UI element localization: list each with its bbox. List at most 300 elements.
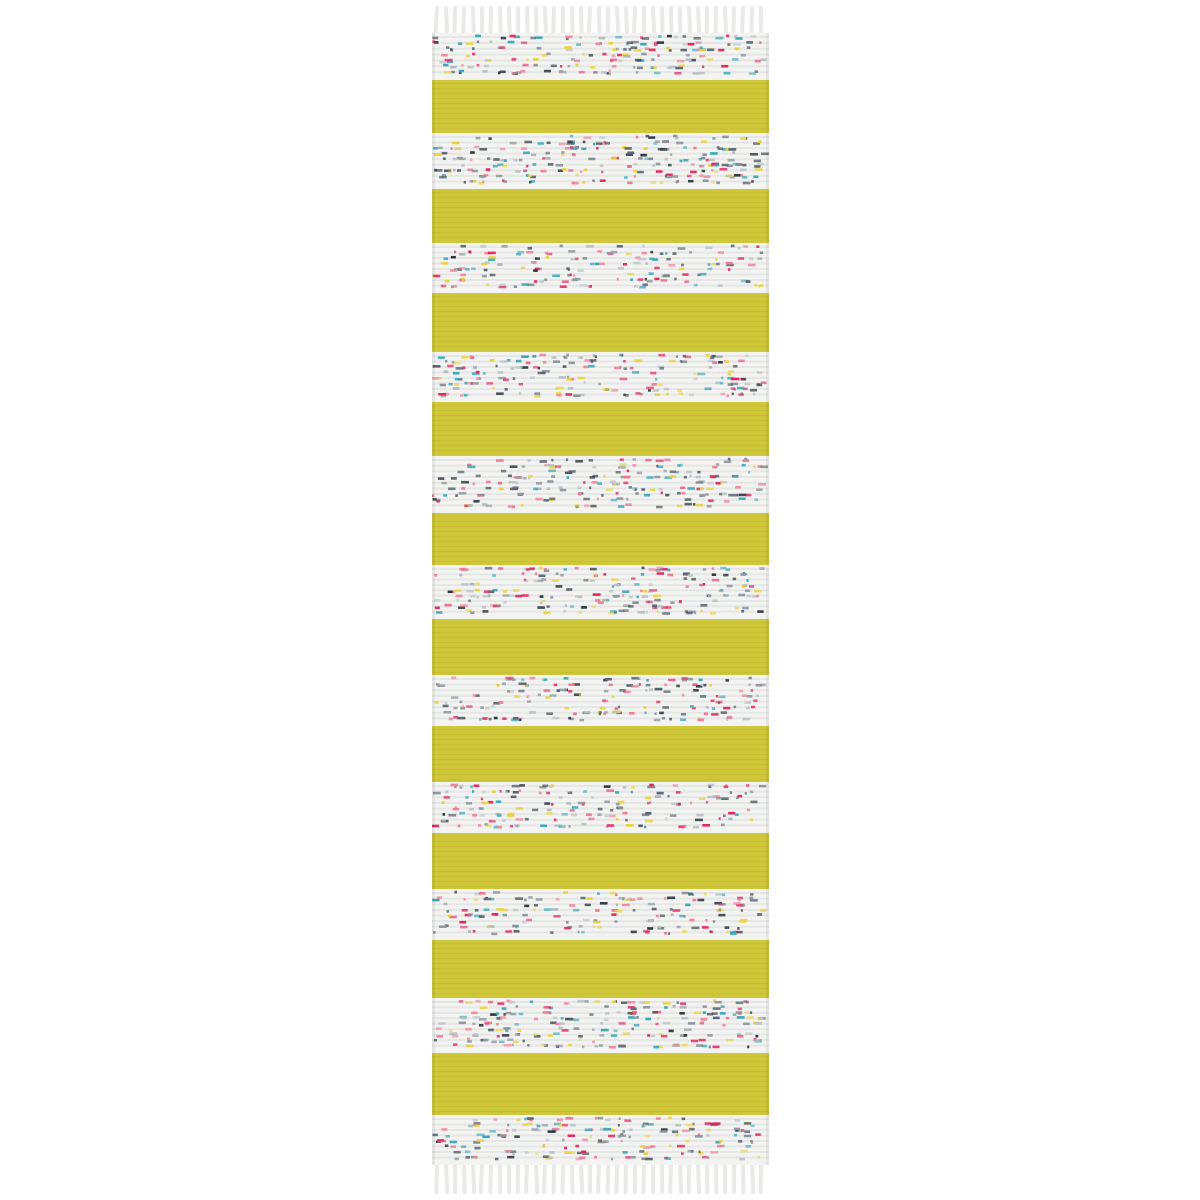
fringe-tassel: [545, 8, 546, 34]
weave-fleck: [641, 53, 646, 56]
weave-fleck: [560, 489, 567, 492]
weave-fleck: [638, 611, 646, 614]
weave-fleck: [718, 702, 720, 705]
weave-fleck: [504, 1044, 512, 1047]
weave-fleck: [453, 387, 460, 390]
weave-fleck: [754, 466, 756, 469]
fringe-tassel: [553, 8, 554, 34]
weave-fleck: [475, 589, 480, 592]
weave-fleck: [519, 159, 523, 162]
weave-fleck: [733, 902, 740, 905]
weave-fleck: [554, 915, 561, 918]
yellow-weave-line: [432, 851, 769, 852]
weave-fleck: [504, 159, 507, 162]
weave-fleck: [519, 682, 527, 685]
weave-fleck: [454, 590, 461, 593]
weave-fleck: [507, 359, 511, 362]
weave-fleck: [574, 60, 580, 63]
weave-fleck: [670, 471, 676, 474]
weave-fleck: [694, 378, 698, 381]
weave-fleck: [570, 135, 573, 138]
weave-fleck: [670, 601, 674, 604]
weave-fleck: [442, 152, 448, 155]
weave-fleck: [528, 459, 531, 462]
weave-fleck: [557, 1119, 563, 1122]
weave-fleck: [560, 689, 568, 692]
weave-fleck: [725, 175, 732, 178]
weave-fleck: [436, 1027, 442, 1030]
weave-fleck: [690, 919, 695, 922]
yellow-weave-line: [432, 420, 769, 421]
weave-fleck: [738, 1140, 742, 1143]
weave-fleck: [637, 472, 642, 475]
fringe-tassel: [536, 1164, 537, 1192]
weave-fleck: [451, 71, 455, 74]
weave-fleck: [637, 67, 643, 70]
weave-fleck: [712, 707, 715, 710]
weave-fleck: [738, 1008, 742, 1011]
weave-fleck: [711, 169, 713, 172]
weave-fleck: [728, 148, 736, 151]
weave-fleck: [662, 612, 670, 615]
weave-fleck: [484, 908, 490, 911]
weave-fleck: [682, 273, 688, 276]
weave-fleck: [649, 589, 657, 592]
weave-fleck: [737, 898, 740, 901]
weave-fleck: [657, 1017, 660, 1020]
yellow-weave-line: [432, 779, 769, 780]
weave-fleck: [707, 1134, 710, 1137]
weave-fleck: [562, 280, 569, 283]
weave-fleck: [656, 915, 659, 918]
weave-fleck: [501, 245, 507, 248]
weave-fleck: [558, 1027, 563, 1030]
yellow-weave-line: [432, 336, 769, 337]
weave-fleck: [633, 359, 640, 362]
weave-fleck: [623, 1151, 628, 1154]
yellow-weave-line: [432, 1106, 769, 1107]
weave-fleck: [568, 1044, 572, 1047]
weave-fleck: [739, 920, 747, 923]
weave-fleck: [582, 181, 585, 184]
weave-fleck: [444, 903, 448, 906]
weave-fleck: [611, 1158, 613, 1161]
striped-runner-rug: [432, 33, 769, 1165]
weave-fleck: [739, 690, 743, 693]
weave-fleck: [711, 263, 715, 266]
weave-fleck: [465, 796, 468, 799]
weave-fleck: [512, 58, 517, 61]
weave-fleck: [444, 796, 450, 799]
yellow-weave-line: [432, 662, 769, 663]
weave-fleck: [536, 898, 543, 901]
weave-fleck: [692, 927, 700, 930]
weave-fleck: [746, 280, 751, 283]
weave-fleck: [706, 488, 713, 491]
weave-fleck: [466, 1045, 473, 1048]
weave-fleck: [664, 690, 671, 693]
weave-fleck: [441, 482, 446, 485]
weave-fleck: [723, 594, 726, 597]
weave-fleck: [686, 54, 690, 57]
weave-fleck: [586, 245, 594, 248]
weave-fleck: [485, 897, 488, 900]
weave-fleck: [510, 1013, 516, 1016]
weave-fleck: [464, 181, 466, 184]
weave-fleck: [719, 1140, 724, 1143]
weave-fleck: [612, 483, 620, 486]
weave-fleck: [575, 595, 583, 598]
weave-fleck: [439, 176, 447, 179]
weave-fleck: [702, 170, 706, 173]
weave-fleck: [724, 500, 730, 503]
weave-fleck: [632, 464, 636, 467]
weave-fleck: [532, 355, 536, 358]
weave-fleck: [658, 605, 663, 608]
weave-fleck: [609, 1046, 616, 1049]
weave-fleck: [656, 170, 663, 173]
weave-fleck: [567, 274, 570, 277]
weave-fleck: [551, 803, 554, 806]
weave-fleck: [592, 606, 596, 609]
weave-fleck: [731, 378, 739, 381]
weave-fleck: [611, 1129, 615, 1132]
weave-fleck: [644, 147, 648, 150]
weave-fleck: [498, 482, 502, 485]
weave-fleck: [600, 707, 605, 710]
weave-fleck: [621, 1002, 627, 1005]
weave-fleck: [473, 1156, 478, 1159]
weave-fleck: [649, 49, 656, 52]
weave-streak: [432, 169, 769, 171]
weave-fleck: [601, 494, 603, 497]
yellow-weave-line: [432, 993, 769, 994]
weave-fleck: [542, 785, 548, 788]
weave-fleck: [704, 712, 708, 715]
weave-fleck: [480, 1006, 488, 1009]
weave-fleck: [592, 179, 595, 182]
weave-fleck: [513, 717, 519, 720]
weave-fleck: [609, 815, 615, 818]
weave-fleck: [513, 791, 519, 794]
weave-fleck: [699, 797, 706, 800]
weave-fleck: [537, 1125, 541, 1128]
weave-fleck: [603, 1128, 611, 1131]
weave-fleck: [723, 707, 730, 710]
weave-fleck: [505, 1030, 508, 1033]
weave-fleck: [468, 1125, 473, 1128]
weave-fleck: [686, 1124, 694, 1127]
weave-fleck: [760, 252, 763, 255]
weave-fleck: [457, 169, 461, 172]
weave-fleck: [564, 677, 569, 680]
weave-fleck: [459, 1022, 466, 1025]
weave-fleck: [567, 476, 570, 479]
weave-fleck: [608, 1135, 615, 1138]
weave-fleck: [695, 1135, 703, 1138]
yellow-weave-line: [432, 764, 769, 765]
yellow-weave-line: [432, 425, 769, 426]
weave-fleck: [531, 154, 536, 157]
weave-streak: [432, 1151, 769, 1153]
weave-fleck: [507, 1124, 509, 1127]
yellow-weave-line: [432, 1071, 769, 1072]
yellow-stripe: [432, 833, 769, 889]
fringe-tassel: [589, 8, 590, 34]
weave-fleck: [617, 245, 623, 248]
weave-fleck: [699, 584, 703, 587]
weave-fleck: [670, 908, 673, 911]
weave-fleck: [469, 808, 474, 811]
weave-fleck: [715, 1001, 722, 1004]
weave-fleck: [578, 802, 586, 805]
weave-fleck: [437, 1139, 444, 1142]
weave-fleck: [741, 610, 744, 613]
weave-fleck: [649, 272, 654, 275]
weave-fleck: [479, 915, 485, 918]
weave-fleck: [590, 568, 597, 571]
weave-fleck: [746, 494, 751, 497]
weave-fleck: [564, 927, 571, 930]
weave-fleck: [567, 376, 569, 379]
weave-fleck: [735, 813, 739, 816]
weave-fleck: [533, 366, 538, 369]
fringe-tassel: [698, 1164, 699, 1192]
weave-fleck: [759, 785, 766, 788]
weave-fleck: [623, 394, 625, 397]
weave-fleck: [581, 931, 584, 934]
weave-fleck: [569, 825, 571, 828]
weave-fleck: [521, 42, 527, 45]
yellow-weave-line: [432, 973, 769, 974]
weave-fleck: [646, 684, 651, 687]
weave-fleck: [633, 66, 635, 69]
weave-fleck: [742, 585, 746, 588]
weave-fleck: [456, 599, 459, 602]
weave-fleck: [692, 72, 698, 75]
weave-fleck: [755, 168, 763, 171]
weave-fleck: [565, 36, 572, 39]
weave-fleck: [476, 475, 481, 478]
weave-fleck: [666, 258, 670, 261]
weave-fleck: [698, 814, 704, 817]
weave-fleck: [703, 1011, 706, 1014]
yellow-weave-line: [432, 632, 769, 633]
weave-streak: [432, 499, 769, 501]
weave-fleck: [436, 611, 442, 614]
weave-fleck: [760, 284, 764, 287]
yellow-weave-line: [432, 123, 769, 124]
weave-streak: [432, 1157, 769, 1159]
weave-fleck: [559, 1022, 565, 1025]
weave-fleck: [512, 1129, 516, 1132]
weave-fleck: [598, 601, 604, 604]
weave-fleck: [515, 595, 522, 598]
weave-fleck: [438, 477, 444, 480]
weave-fleck: [533, 488, 538, 491]
weave-fleck: [605, 1119, 611, 1122]
weave-fleck: [614, 1030, 618, 1033]
weave-fleck: [744, 458, 747, 461]
weave-fleck: [593, 475, 598, 478]
weave-fleck: [637, 596, 639, 599]
weave-fleck: [568, 141, 573, 144]
weave-fleck: [573, 1152, 576, 1155]
fringe-tassel: [689, 8, 690, 34]
yellow-weave-line: [432, 871, 769, 872]
weave-fleck: [622, 594, 624, 597]
weave-fleck: [443, 494, 447, 497]
weave-fleck: [535, 1152, 538, 1155]
weave-fleck: [544, 612, 551, 615]
weave-fleck: [690, 171, 697, 174]
weave-fleck: [612, 65, 616, 68]
weave-fleck: [619, 1117, 621, 1120]
weave-fleck: [445, 604, 452, 607]
weave-fleck: [707, 1034, 712, 1037]
weave-fleck: [637, 171, 644, 174]
weave-fleck: [616, 492, 619, 495]
weave-fleck: [538, 694, 541, 697]
weave-fleck: [756, 60, 761, 63]
weave-fleck: [611, 1034, 617, 1037]
weave-fleck: [559, 486, 563, 489]
weave-fleck: [512, 486, 518, 489]
weave-fleck: [521, 504, 524, 507]
weave-fleck: [589, 285, 592, 288]
weave-fleck: [583, 53, 586, 56]
weave-fleck: [575, 460, 583, 463]
weave-fleck: [699, 55, 705, 58]
weave-fleck: [619, 1044, 626, 1047]
weave-fleck: [746, 595, 751, 598]
weave-fleck: [751, 35, 756, 38]
weave-fleck: [652, 164, 655, 167]
weave-fleck: [564, 1151, 572, 1154]
weave-streak: [432, 589, 769, 591]
weave-fleck: [671, 803, 678, 806]
weave-fleck: [642, 283, 648, 286]
weave-fleck: [646, 387, 654, 390]
weave-fleck: [666, 606, 671, 609]
weave-fleck: [449, 171, 452, 174]
weave-fleck: [570, 605, 574, 608]
weave-fleck: [716, 263, 720, 266]
yellow-weave-line: [432, 734, 769, 735]
weave-fleck: [573, 713, 577, 716]
weave-fleck: [676, 1124, 682, 1127]
weave-fleck: [546, 712, 553, 715]
weave-fleck: [600, 902, 608, 905]
yellow-weave-line: [432, 1061, 769, 1062]
weave-fleck: [700, 1022, 704, 1025]
weave-fleck: [477, 494, 482, 497]
weave-fleck: [559, 796, 563, 799]
weave-fleck: [494, 717, 498, 720]
weave-fleck: [544, 908, 551, 911]
weave-fleck: [599, 37, 606, 40]
weave-fleck: [589, 1013, 593, 1016]
weave-fleck: [642, 252, 647, 255]
weave-fleck: [470, 786, 473, 789]
weave-fleck: [721, 824, 725, 827]
weave-fleck: [578, 931, 580, 934]
weave-fleck: [749, 72, 756, 75]
weave-fleck: [622, 904, 630, 907]
weave-fleck: [628, 1016, 636, 1019]
yellow-weave-line: [432, 98, 769, 99]
weave-fleck: [685, 498, 692, 501]
weave-fleck: [460, 604, 468, 607]
weave-fleck: [551, 908, 559, 911]
weave-fleck: [604, 690, 608, 693]
weave-fleck: [681, 1044, 687, 1047]
weave-fleck: [437, 896, 442, 899]
weave-fleck: [482, 503, 486, 506]
weave-fleck: [756, 245, 759, 248]
weave-fleck: [582, 606, 587, 609]
weave-fleck: [522, 921, 526, 924]
weave-fleck: [561, 154, 564, 157]
weave-fleck: [443, 64, 448, 67]
weave-fleck: [684, 1034, 688, 1037]
yellow-weave-line: [432, 207, 769, 208]
fringe-tassel: [662, 8, 663, 34]
weave-fleck: [496, 175, 502, 178]
weave-fleck: [609, 684, 613, 687]
weave-fleck: [751, 706, 755, 709]
weave-fleck: [626, 253, 632, 256]
weave-fleck: [745, 1145, 751, 1148]
yellow-weave-line: [432, 237, 769, 238]
weave-fleck: [583, 257, 588, 260]
weave-fleck: [745, 1032, 753, 1035]
weave-fleck: [487, 926, 490, 929]
weave-fleck: [445, 280, 450, 283]
weave-fleck: [744, 1130, 750, 1133]
weave-fleck: [548, 1156, 554, 1159]
weave-fleck: [540, 280, 545, 283]
weave-fleck: [657, 610, 659, 613]
weave-fleck: [595, 909, 599, 912]
yellow-weave-line: [432, 968, 769, 969]
weave-fleck: [539, 567, 543, 570]
weave-fleck: [632, 601, 638, 604]
weave-fleck: [542, 1145, 545, 1148]
weave-fleck: [734, 1128, 740, 1131]
weave-fleck: [719, 590, 724, 593]
weave-fleck: [592, 481, 598, 484]
weave-fleck: [740, 137, 746, 140]
weave-fleck: [493, 158, 499, 161]
weave-fleck: [667, 67, 672, 70]
fringe-tassel: [751, 8, 752, 34]
weave-fleck: [683, 146, 687, 149]
weave-fleck: [620, 378, 628, 381]
weave-fleck: [578, 356, 583, 359]
weave-fleck: [467, 1040, 472, 1043]
weave-streak: [432, 459, 769, 461]
weave-fleck: [715, 37, 723, 40]
weave-fleck: [730, 791, 732, 794]
weave-fleck: [598, 383, 601, 386]
weave-fleck: [616, 818, 619, 821]
weave-fleck: [704, 175, 711, 178]
weave-fleck: [641, 488, 645, 491]
weave-fleck: [605, 815, 611, 818]
weave-fleck: [681, 264, 684, 267]
yellow-stripe-fill: [432, 1053, 769, 1115]
